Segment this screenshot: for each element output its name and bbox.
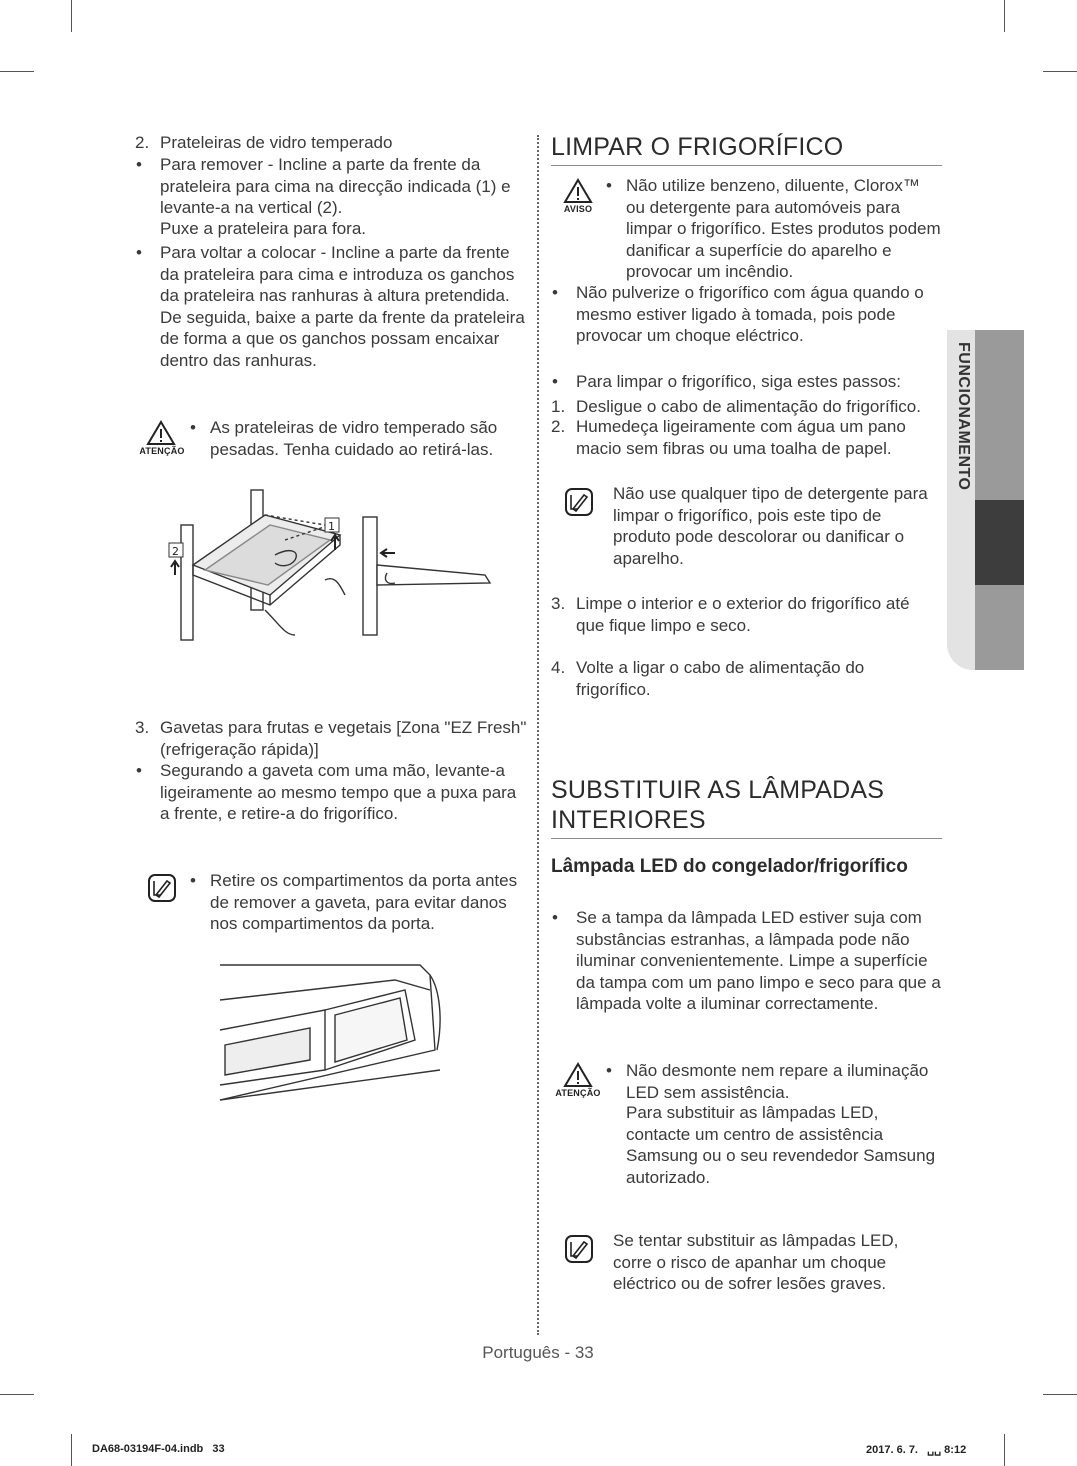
side-tab-label: FUNCIONAMENTO — [955, 342, 972, 491]
drawer-instructions: Segurando a gaveta com uma mão, levante-a ligeiramente ao mesmo tempo que a puxa para a frente, e retire-a do frigorífico. — [160, 761, 517, 823]
caution-text: As prateleiras de vidro temperado são pesadas. Tenha cuidado ao retirá-las. — [210, 418, 498, 459]
crop-mark — [1043, 1394, 1077, 1395]
crop-mark — [0, 71, 34, 72]
step-number: 1. — [551, 397, 566, 416]
warning-text: Não utilize benzeno, diluente, Clorox™ ou detergente para automóveis para limpar o frigorífico. Estes produtos podem danificar a superfície do aparelho e provocar um incêndio. — [626, 176, 941, 281]
step-1: Desligue o cabo de alimentação do frigorífico. — [576, 397, 921, 416]
step-2: Humedeça ligeiramente com água um pano macio sem fibras ou uma toalha de papel. — [576, 417, 906, 458]
crop-mark — [1004, 0, 1005, 32]
side-tab-light — [975, 330, 1024, 500]
bullet: • — [552, 908, 558, 927]
item-title: Prateleiras de vidro temperado — [160, 133, 393, 152]
step-number: 2. — [551, 417, 566, 436]
warning-triangle-icon — [146, 420, 176, 446]
crop-mark — [71, 0, 72, 32]
note-shock: Se tentar substituir as lâmpadas LED, corre o risco de apanhar um choque eléctrico ou de sofrer lesões graves. — [613, 1231, 899, 1293]
section-heading-lamps: SUBSTITUIR AS LÂMPADAS INTERIORES — [551, 776, 885, 834]
footer-file: DA68-03194F-04.indb 33 — [92, 1443, 225, 1455]
crop-mark — [1004, 1434, 1005, 1466]
page-number: Português - 33 — [482, 1343, 594, 1362]
spray-warning: Não pulverize o frigorífico com água quando o mesmo estiver ligado à tomada, pois pode provocar um choque eléctrico. — [576, 283, 924, 345]
crop-mark — [0, 1394, 34, 1395]
note-pencil-icon — [147, 873, 177, 903]
bullet: • — [606, 1061, 612, 1080]
figure-label-2: 2 — [172, 545, 179, 558]
bullet: • — [552, 372, 558, 391]
warning-label: AVISO — [563, 204, 593, 214]
step-4: Volte a ligar o cabo de alimentação do frigorífico. — [576, 658, 865, 699]
caution-label: ATENÇÃO — [139, 446, 185, 456]
note-pencil-icon — [564, 487, 594, 517]
step-number: 4. — [551, 658, 566, 677]
side-tab-light — [975, 585, 1024, 670]
bullet: • — [190, 418, 196, 437]
figure-label-1: 1 — [328, 520, 335, 533]
heading-rule — [551, 838, 942, 839]
note-text: Retire os compartimentos da porta antes de remover a gaveta, para evitar danos nos compartimentos da porta. — [210, 871, 518, 933]
item-number: 3. — [135, 718, 150, 737]
drawer-illustration — [215, 960, 445, 1110]
crop-mark — [1043, 71, 1077, 72]
crop-mark — [71, 1434, 72, 1466]
subheading-led: Lâmpada LED do congelador/frigorífico — [551, 856, 908, 877]
section-heading-clean: LIMPAR O FRIGORÍFICO — [551, 133, 844, 161]
bullet: • — [136, 155, 142, 174]
heading-rule — [551, 165, 942, 166]
step-3: Limpe o interior e o exterior do frigorífico até que fique limpo e seco. — [576, 594, 910, 635]
side-tab-dark — [975, 500, 1024, 585]
bullet: • — [136, 243, 142, 262]
bullet: • — [552, 283, 558, 302]
remove-instructions: Para remover - Incline a parte da frente da prateleira para cima na direcção indicada (1) e levante-a na vertical (2). — [160, 155, 511, 217]
note-pencil-icon — [564, 1234, 594, 1264]
warning-triangle-icon — [563, 1062, 593, 1088]
item-title: Gavetas para frutas e vegetais [Zona "EZ Fresh" (refrigeração rápida)] — [160, 718, 527, 759]
item-number: 2. — [135, 133, 150, 152]
bullet: • — [136, 761, 142, 780]
replace-instructions: Para voltar a colocar - Incline a parte da frente da prateleira para cima e introduza os ganchos da prateleira nas ranhuras à altura pretendida. De seguida, baixe a parte da frente da prateleira de forma a que os ganchos possam encaixar dentro das ranhuras. — [160, 243, 525, 370]
column-divider — [537, 135, 539, 1335]
bullet: • — [190, 871, 196, 890]
remove-instructions-2: Puxe a prateleira para fora. — [160, 219, 367, 238]
steps-intro: Para limpar o frigorífico, siga estes passos: — [576, 372, 902, 391]
footer-date: 2017. 6. 7. ␣␣ 8:12 — [866, 1444, 967, 1456]
caution-text-1: Não desmonte nem repare a iluminação LED sem assistência. — [626, 1061, 929, 1102]
led-instructions: Se a tampa da lâmpada LED estiver suja com substâncias estranhas, a lâmpada pode não iluminar convenientemente. Limpe a superfície da tampa com um pano limpo e seco para que a lâmpada volte a iluminar correctamente. — [576, 908, 941, 1013]
note-detergent: Não use qualquer tipo de detergente para limpar o frigorífico, pois este tipo de produto pode descolorar ou danificar o aparelho. — [613, 484, 928, 568]
bullet: • — [606, 176, 612, 195]
warning-triangle-icon — [563, 178, 593, 204]
step-number: 3. — [551, 594, 566, 613]
shelf-removal-illustration — [165, 485, 495, 660]
caution-label: ATENÇÃO — [555, 1088, 601, 1098]
caution-text-2: Para substituir as lâmpadas LED, contacte um centro de assistência Samsung ou o seu revendedor Samsung autorizado. — [626, 1103, 936, 1187]
